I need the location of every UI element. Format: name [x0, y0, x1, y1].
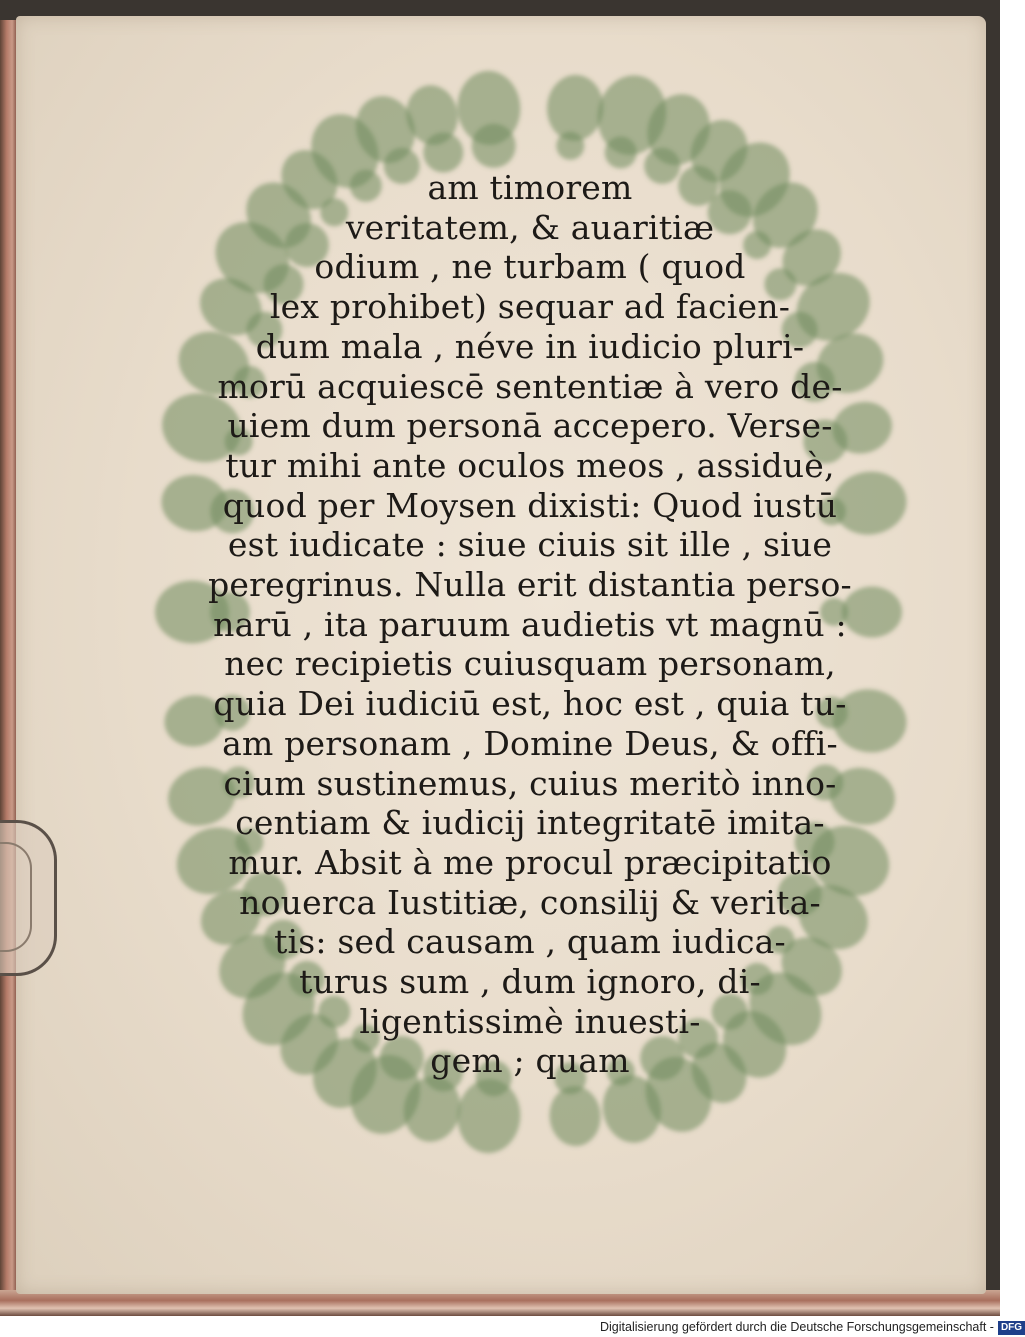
text-line: ligentissimè inuesti-: [359, 1001, 701, 1041]
text-line: uiem dum personā accepero. Verse-: [227, 406, 833, 446]
text-line: peregrinus. Nulla erit distantia perso-: [208, 565, 852, 605]
text-line: mur. Absit à me procul præcipitatio: [228, 842, 832, 882]
text-line: quod per Moysen dixisti: Quod iustū: [222, 485, 838, 525]
wreath-flower: [548, 1084, 603, 1147]
text-line: lex prohibet) sequar ad facien-: [269, 287, 791, 327]
text-line: narū , ita paruum audietis vt magnū :: [213, 604, 847, 644]
page-clip-inner: [0, 842, 32, 952]
text-line: cium sustinemus, cuius meritò inno-: [223, 763, 837, 803]
dfg-logo: DFG: [998, 1321, 1025, 1335]
page-text-block: [200, 168, 860, 1081]
wreath-leaf: [472, 124, 516, 168]
text-line: tur mihi ante oculos meos , assiduè,: [225, 445, 835, 485]
text-line: odium , ne turbam ( quod: [314, 247, 746, 287]
text-line: est iudicate : siue ciuis sit ille , siue: [227, 525, 833, 565]
text-line: dum mala , néve in iudicio pluri-: [255, 326, 805, 366]
text-line: morū acquiescē sententiæ à vero de-: [217, 366, 843, 406]
text-line: am personam , Domine Deus, & offi-: [222, 723, 838, 763]
wreath-leaf: [423, 133, 463, 173]
text-line: quia Dei iudiciū est, hoc est , quia tu-: [213, 684, 847, 724]
text-line: tis: sed causam , quam iudica-: [274, 922, 786, 962]
text-line: turus sum , dum ignoro, di-: [299, 962, 761, 1002]
text-line: gem ; quam: [430, 1041, 630, 1081]
digitization-footer: [600, 1318, 1023, 1336]
text-line: nouerca Iustitiæ, consilij & verita-: [239, 882, 821, 922]
wreath-leaf: [605, 137, 637, 169]
text-line: nec recipietis cuiusquam personam,: [224, 644, 836, 684]
wreath-leaf: [556, 132, 584, 160]
text-line: veritatem, & auaritiæ: [345, 207, 715, 247]
footer-text: Digitalisierung gefördert durch die Deutsche Forschungsgemeinschaft -: [600, 1320, 994, 1334]
text-line: am timorem: [427, 168, 633, 207]
text-line: centiam & iudicij integritatē imita-: [235, 803, 825, 843]
wreath-flower: [545, 73, 606, 143]
